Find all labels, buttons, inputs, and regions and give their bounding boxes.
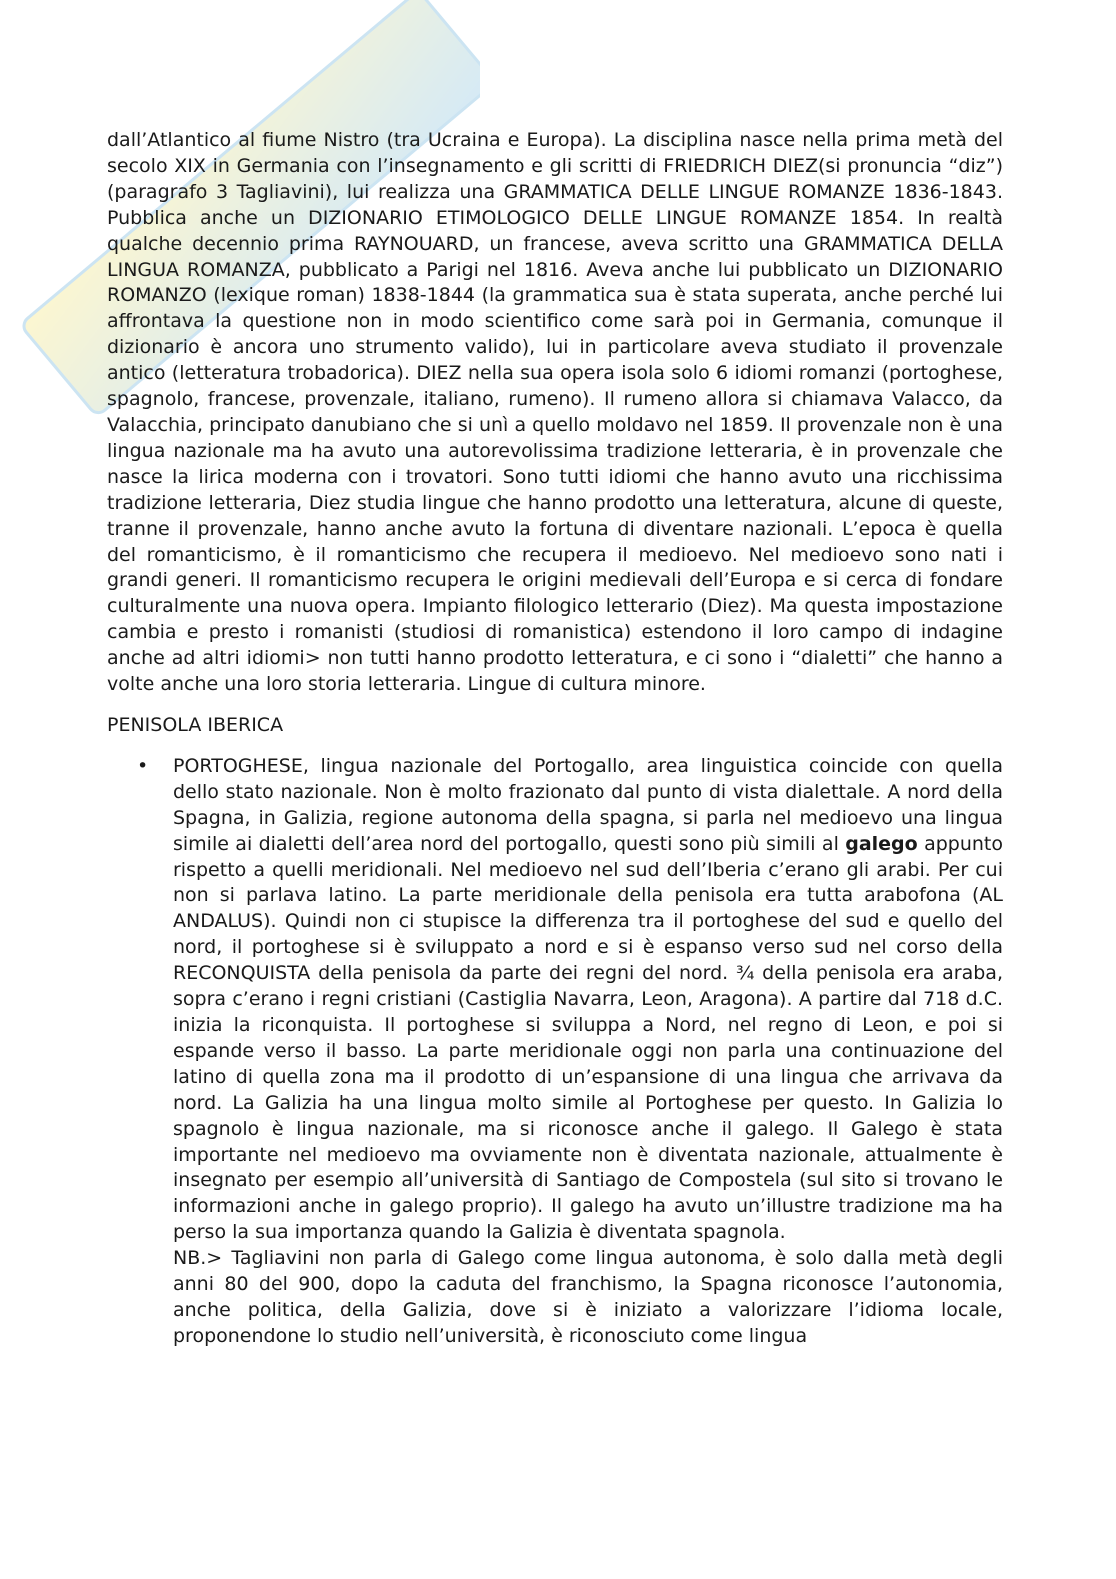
intro-paragraph: dall’Atlantico al fiume Nistro (tra Ucraina e Europa). La disciplina nasce nella prima metà del secolo XIX in Germania con l’insegnamento e gli scritti di FRIEDRICH DIEZ(si pronuncia “diz”) (paragrafo 3 Tagliavini), lui realizza una GRAMMATICA DELLE LINGUE ROMANZE 1836-1843. Pubblica anche un DIZIONARIO ETIMOLOGICO DELLE LINGUE ROMANZE 1854. In realtà qualche decennio prima RAYNOUARD, un francese, aveva scritto una GRAMMATICA DELLA LINGUA ROMANZA, pubblicato a Parigi nel 1816. Aveva anche lui pubblicato un DIZIONARIO ROMANZO (lexique roman) 1838-1844 (la grammatica sua è stata superata, anche perché lui affrontava la questione non in modo scientifico come sarà poi in Germania, comunque il dizionario è ancora uno strumento valido), lui in particolare aveva studiato il provenzale antico (letteratura trobadorica). DIEZ nella sua opera isola solo 6 idiomi romanzi (portoghese, spagnolo, francese, provenzale, italiano, rumeno). Il rumeno allora si chiamava Valacco, da Valacchia, principato danubiano che si unì a quello moldavo nel 1859. Il provenzale non è una lingua nazionale ma ha avuto una autorevolissima tradizione letteraria, è in provenzale che nasce la lirica moderna con i trovatori. Sono tutti idiomi che hanno avuto una ricchissima tradizione letteraria, Diez studia lingue che hanno prodotto una letteratura, alcune di queste, tranne il provenzale, hanno anche avuto la fortuna di diventare nazionali. L’epoca è quella del romanticismo, è il romanticismo che recupera il medioevo. Nel medioevo sono nati i grandi generi. Il romanticismo recupera le origini medievali dell’Europa e si cerca di fondare culturalmente una nuova opera. Impianto filologico letterario (Diez). Ma questa impostazione cambia e presto i romanisti (studiosi di romanistica) estendono il loro campo di indagine anche ad altri idiomi> non tutti hanno prodotto letteratura, e ci sono i “dialetti” che hanno a volte anche una loro storia letteraria. Lingue di cultura minore. [107,129,1003,696]
nb-note: NB.> Tagliavini non parla di Galego come lingua autonoma, è solo dalla metà degli anni 80 del 900, dopo la caduta del franchismo, la Spagna riconosce l’autonomia, anche politica, della Galizia, dove si è iniziato a valorizzare l’idioma locale, proponendone lo studio nell’università, è riconosciuto come lingua [173,1247,1003,1347]
bullet-icon: • [137,754,149,777]
document-page [107,128,1003,1350]
section-heading: PENISOLA IBERICA [107,713,284,736]
language-list [107,754,1003,1350]
list-item-portoghese [107,754,1003,1350]
galego-bold-term: galego [845,832,918,855]
portoghese-text-part2: appunto rispetto a quelli meridionali. Nel medioevo nel sud dell’Iberia c’erano gli arabi. Per cui non si parlava latino. La parte meridionale della penisola era tutta arabofona (AL ANDALUS). Quindi non ci stupisce la differenza tra il portoghese del sud e quello del nord, il portoghese si è sviluppato a nord e si è espanso verso sud nel corso della RECONQUISTA della penisola da parte dei regni del nord. ¾ della penisola era araba, sopra c’erano i regni cristiani (Castiglia Navarra, Leon, Aragona). A partire dal 718 d.C. inizia la riconquista. Il portoghese si sviluppa a Nord, nel regno di Leon, e poi si espande verso il basso. La parte meridionale oggi non parla una continuazione del latino di quella zona ma il prodotto di un’espansione di una lingua che arrivava da nord. La Galizia ha una lingua molto simile al Portoghese per questo. In Galizia lo spagnolo è lingua nazionale, ma si riconosce anche il galego. Il Galego è stata importante nel medioevo ma ovviamente non è diventata nazionale, attualmente è insegnato per esempio all’università di Santiago de Compostela (sul sito si trovano le informazioni anche in galego proprio). Il galego ha avuto un’illustre tradizione ma ha perso la sua importanza quando la Galizia è diventata spagnola. [173,832,1004,1244]
portoghese-text-part1: PORTOGHESE, lingua nazionale del Portogallo, area linguistica coincide con quella dello stato nazionale. Non è molto frazionato dal punto di vista dialettale. A nord della Spagna, in Galizia, regione autonoma della spagna, si parla nel medioevo una lingua simile ai dialetti dell’area nord del portogallo, questi sono più simili al [173,754,1003,855]
portoghese-text [173,754,1003,1246]
